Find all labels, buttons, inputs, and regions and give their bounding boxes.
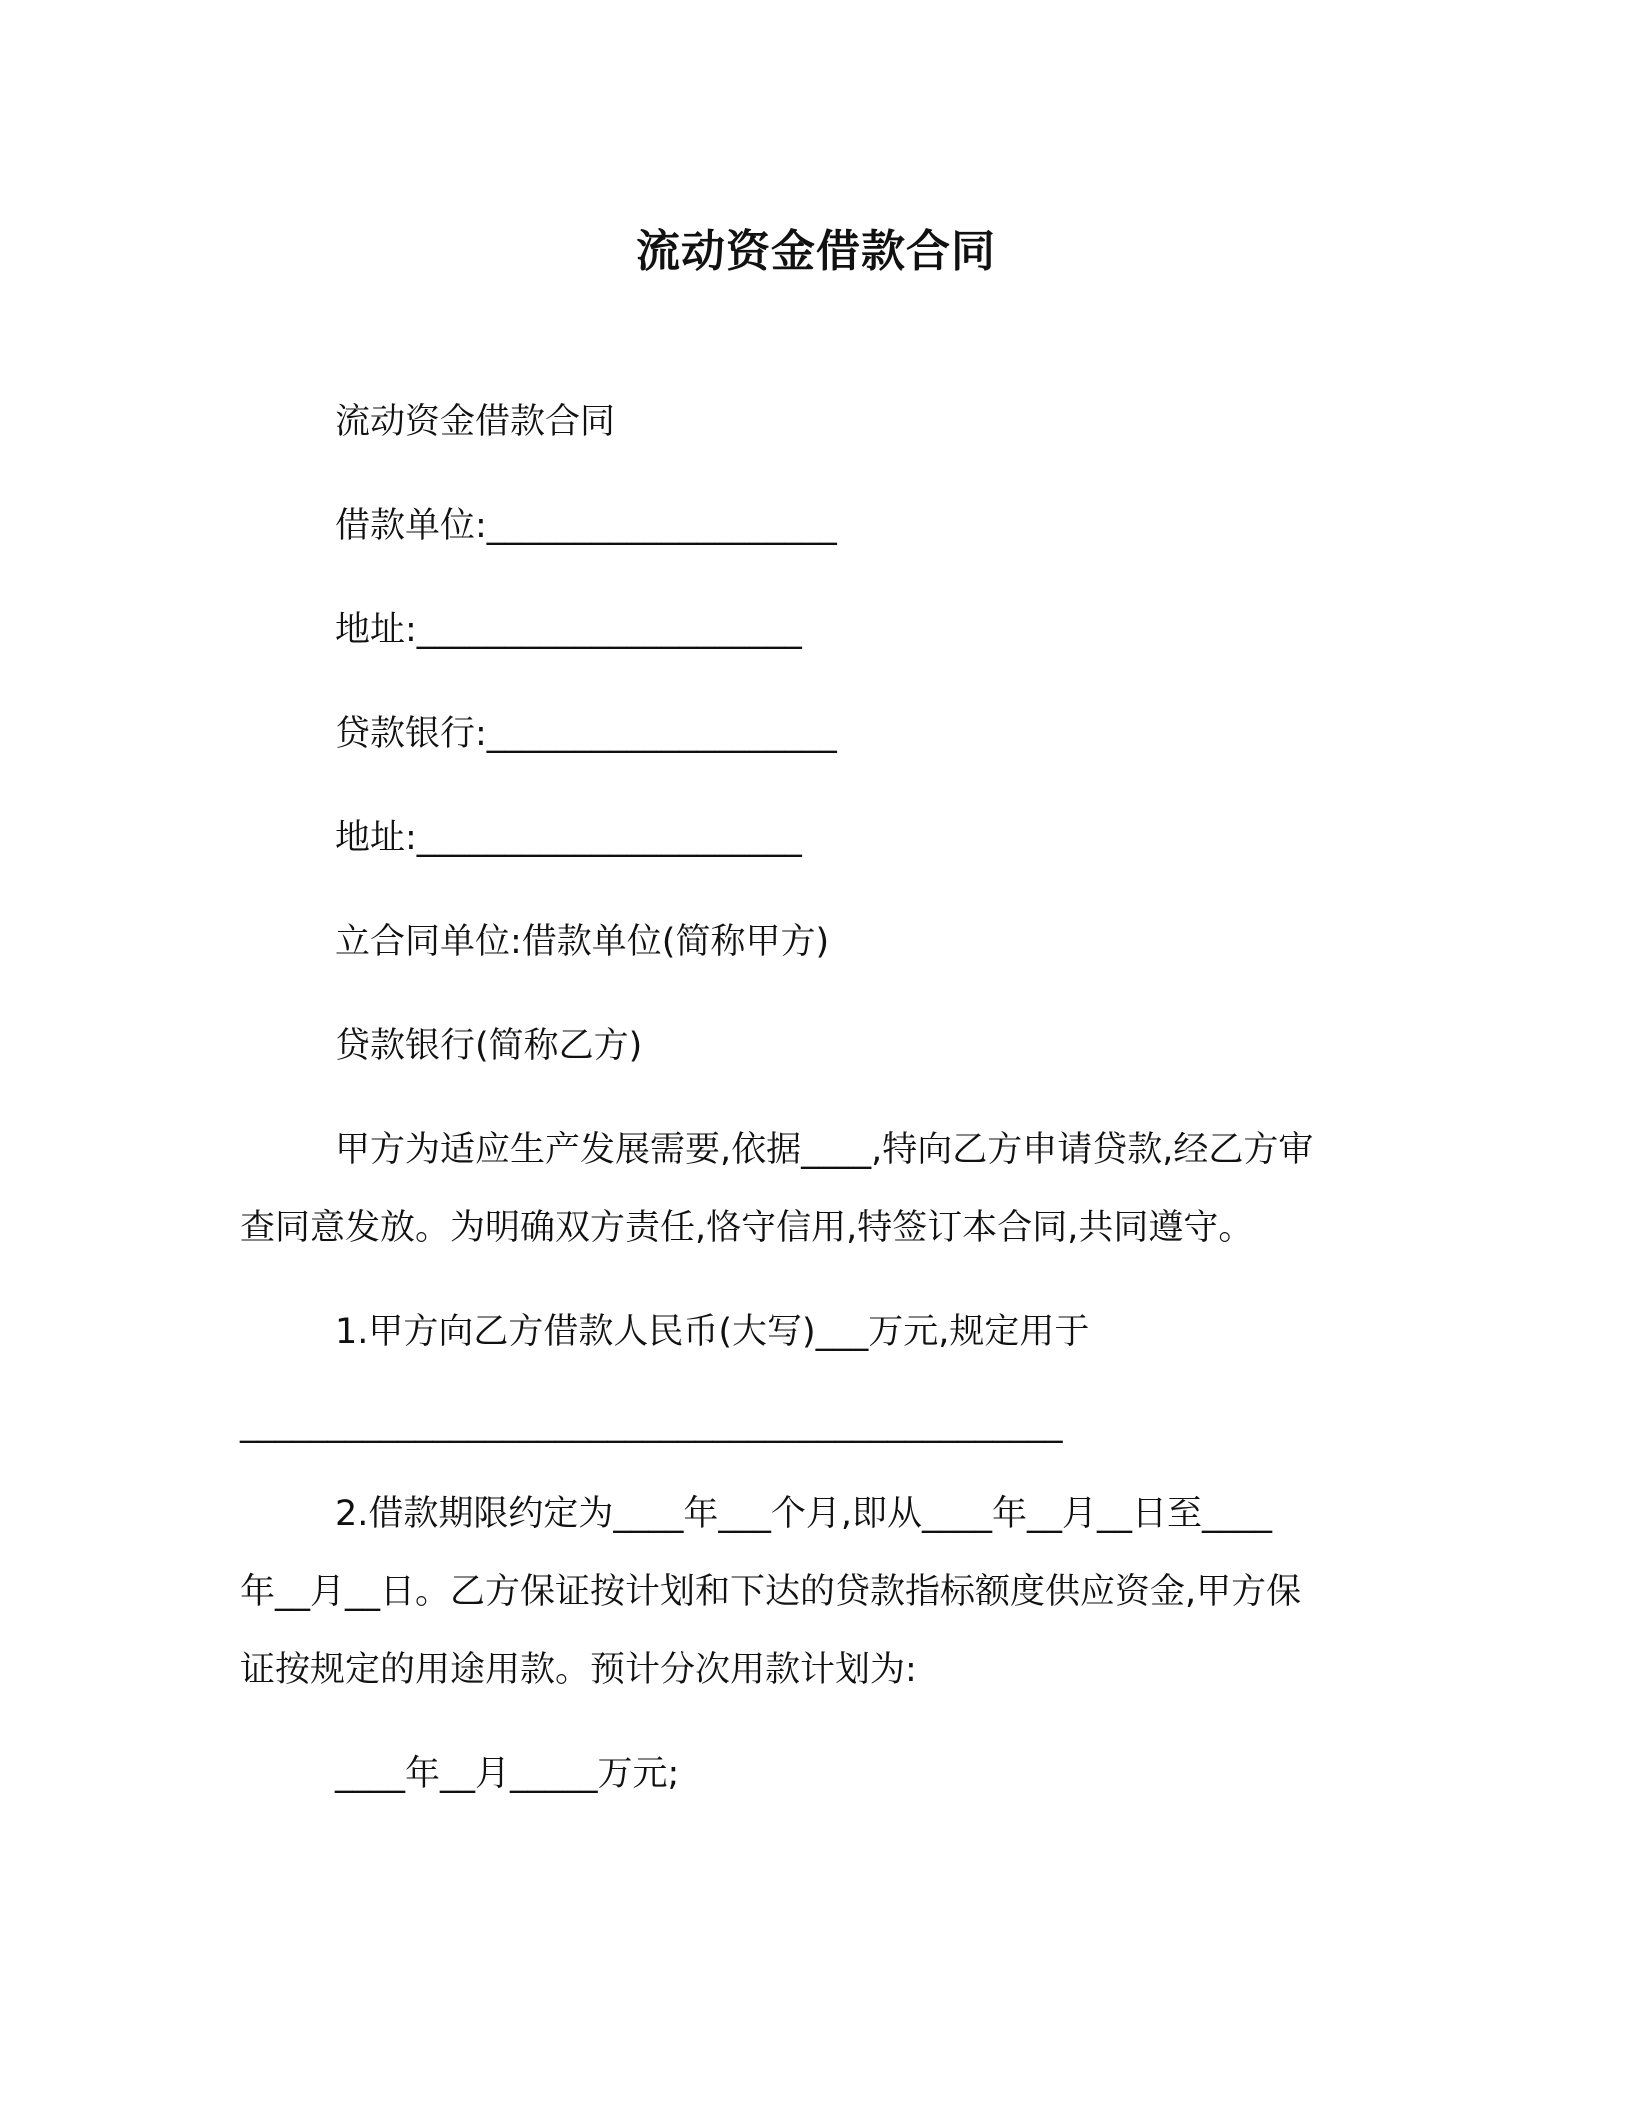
clause-2-line-1: 2.借款期限约定为____年___个月,即从____年__月__日至____	[335, 1494, 1273, 1534]
clause-1-purpose-blank: _______________________________________________	[240, 1404, 1063, 1444]
party-b-definition-line: 贷款银行(简称乙方)	[335, 1026, 643, 1066]
document-title: 流动资金借款合同	[636, 226, 996, 277]
borrower-field-line: 借款单位:____________________	[335, 506, 837, 546]
clause-1-line-1: 1.甲方向乙方借款人民币(大写)___万元,规定用于	[335, 1312, 1090, 1352]
party-a-definition-line: 立合同单位:借款单位(简称甲方)	[335, 922, 830, 962]
disbursement-plan-line: ____年__月_____万元;	[335, 1754, 680, 1794]
clause-2-line-3: 证按规定的用途用款。预计分次用款计划为:	[240, 1650, 917, 1690]
lender-address-line: 地址:______________________	[335, 818, 802, 858]
borrower-address-line: 地址:______________________	[335, 610, 802, 650]
clause-2-line-2: 年__月__日。乙方保证按计划和下达的贷款指标额度供应资金,甲方保	[240, 1572, 1302, 1612]
lender-bank-field-line: 贷款银行:____________________	[335, 714, 837, 754]
preamble-paragraph-line-2: 查同意发放。为明确双方责任,恪守信用,特签订本合同,共同遵守。	[240, 1208, 1254, 1248]
subtitle-line: 流动资金借款合同	[335, 402, 616, 442]
preamble-paragraph-line-1: 甲方为适应生产发展需要,依据____,特向乙方申请贷款,经乙方审	[335, 1130, 1314, 1170]
